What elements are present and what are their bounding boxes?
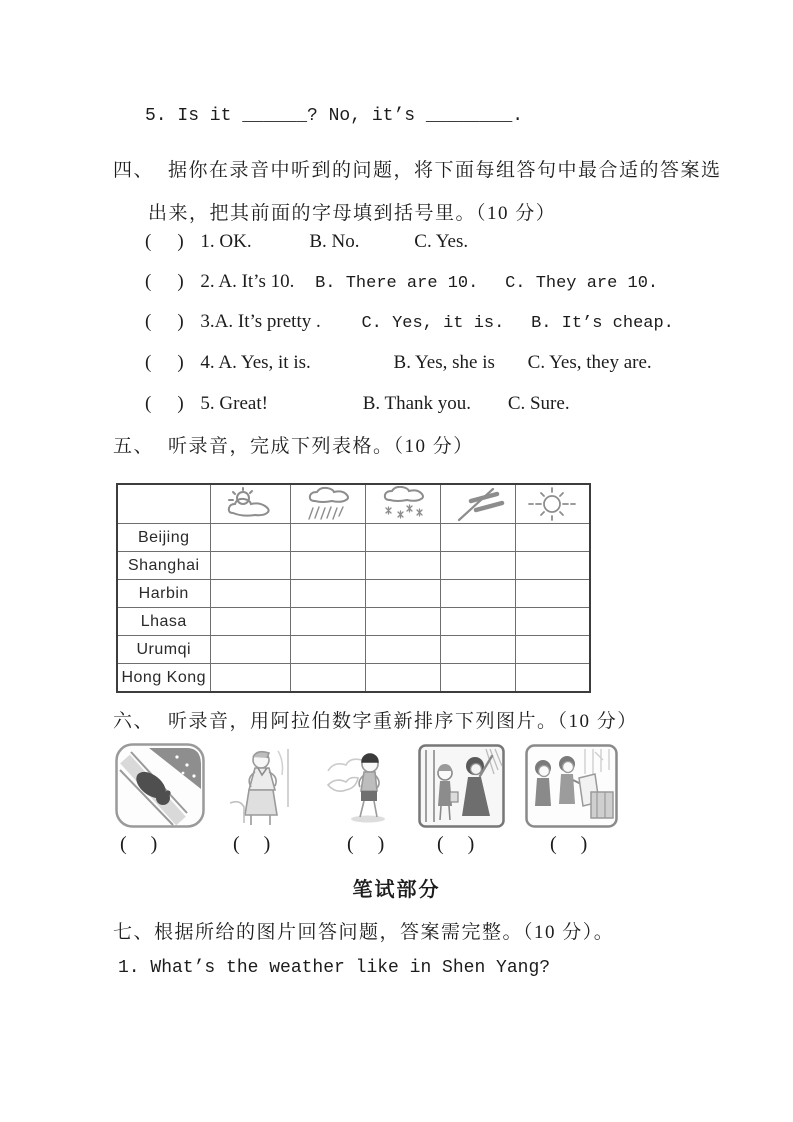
listening-q5-line: 5. Is it ______? No, it’s ________. <box>145 106 524 126</box>
picture-3-boy-walking-outdoors <box>324 745 400 828</box>
cloudy-icon <box>210 484 290 524</box>
written-section-heading: 笔试部分 <box>352 879 441 901</box>
picture-5-children-with-shirt-and-chair <box>525 744 618 828</box>
answer-cell[interactable] <box>365 664 440 693</box>
windy-flag-icon <box>440 484 515 524</box>
bracket-open: ( <box>145 271 152 292</box>
option-a: 3.A. It’s pretty . <box>200 311 321 332</box>
bracket-open: ( <box>145 311 152 332</box>
option-c: C. Yes. <box>414 231 469 252</box>
answer-cell[interactable] <box>290 524 365 552</box>
city-cell: Lhasa <box>117 608 210 636</box>
table-row <box>117 552 590 580</box>
table-row <box>117 636 590 664</box>
section5-title <box>113 431 474 458</box>
answer-cell[interactable] <box>515 580 590 608</box>
bracket-open: ( <box>120 833 127 855</box>
snowy-icon <box>365 484 440 524</box>
section6-title-text: 听录音，用阿拉伯数字重新排序下列图片。（10 分） <box>168 711 638 732</box>
table-row <box>117 580 590 608</box>
choice-item-4 <box>145 352 652 374</box>
option-c: C. They are 10. <box>505 274 659 293</box>
rainy-icon <box>290 484 365 524</box>
picture-4-boy-and-woman-at-door <box>418 744 505 828</box>
choice-item-3 <box>145 311 674 333</box>
answer-cell[interactable] <box>515 636 590 664</box>
answer-cell[interactable] <box>210 552 290 580</box>
answer-cell[interactable] <box>440 580 515 608</box>
picture-1-answer-bracket[interactable] <box>120 833 157 856</box>
city-cell: Shanghai <box>117 552 210 580</box>
bracket-close: ) <box>467 833 475 855</box>
option-a: 5. Great! <box>200 393 268 414</box>
picture-1-bear-sledding-snow <box>115 743 205 828</box>
option-c: C. Sure. <box>507 393 570 414</box>
picture-5-answer-bracket[interactable] <box>550 833 587 856</box>
answer-cell[interactable] <box>290 636 365 664</box>
answer-cell[interactable] <box>365 524 440 552</box>
table-row <box>117 664 590 693</box>
bracket-close: ) <box>177 311 184 332</box>
answer-cell[interactable] <box>210 580 290 608</box>
city-cell: Hong Kong <box>117 664 210 693</box>
answer-bracket <box>145 311 184 332</box>
bracket-open: ( <box>145 231 152 252</box>
answer-cell[interactable] <box>365 552 440 580</box>
option-a: 1. OK. <box>200 231 252 252</box>
answer-bracket <box>145 393 184 414</box>
bracket-close: ) <box>263 833 271 855</box>
picture-4-answer-bracket[interactable] <box>437 833 474 856</box>
answer-cell[interactable] <box>515 608 590 636</box>
table-row <box>117 524 590 552</box>
sunny-icon <box>515 484 590 524</box>
answer-cell[interactable] <box>365 580 440 608</box>
weather-table-header-row <box>117 484 590 524</box>
written-question-1: 1. What’s the weather like in Shen Yang? <box>118 958 551 978</box>
bracket-close: ) <box>377 833 385 855</box>
table-row <box>117 608 590 636</box>
city-cell: Beijing <box>117 524 210 552</box>
option-b: B. No. <box>309 231 360 252</box>
choice-item-2 <box>145 271 658 293</box>
picture-2-woman-standing-indoors <box>224 745 300 828</box>
bracket-open: ( <box>347 833 354 855</box>
section6-number: 六、 <box>113 711 155 732</box>
bracket-close: ) <box>580 833 588 855</box>
section5-number: 五、 <box>113 436 155 457</box>
bracket-open: ( <box>145 393 152 414</box>
weather-table <box>116 483 591 693</box>
choice-item-1 <box>145 231 468 253</box>
answer-cell[interactable] <box>440 552 515 580</box>
bracket-close: ) <box>177 352 184 373</box>
option-b: B. Thank you. <box>362 393 472 414</box>
section4-number: 四、 <box>113 160 155 181</box>
section4-title-text: 据你在录音中听到的问题，将下面每组答句中最合适的答案选 <box>168 160 722 181</box>
option-a: 4. A. Yes, it is. <box>200 352 311 373</box>
option-b: B. There are 10. <box>315 274 479 293</box>
bracket-close: ) <box>177 231 184 252</box>
option-a: 2. A. It’s 10. <box>200 271 295 292</box>
bracket-open: ( <box>550 833 557 855</box>
option-b: C. Yes, it is. <box>361 314 505 333</box>
answer-cell[interactable] <box>210 664 290 693</box>
section7-title: 七、根据所给的图片回答问题，答案需完整。（10 分）。 <box>113 922 615 943</box>
table-corner-cell <box>117 484 210 524</box>
answer-cell[interactable] <box>365 608 440 636</box>
answer-bracket <box>145 352 184 373</box>
city-cell: Urumqi <box>117 636 210 664</box>
section4-title-line1 <box>113 155 722 182</box>
bracket-open: ( <box>233 833 240 855</box>
bracket-open: ( <box>437 833 444 855</box>
answer-cell[interactable] <box>210 524 290 552</box>
answer-cell[interactable] <box>440 608 515 636</box>
answer-cell[interactable] <box>290 580 365 608</box>
bracket-close: ) <box>150 833 158 855</box>
answer-cell[interactable] <box>210 608 290 636</box>
answer-bracket <box>145 271 184 292</box>
option-c: B. It’s cheap. <box>531 314 674 333</box>
option-b: B. Yes, she is <box>393 352 495 373</box>
choice-item-5 <box>145 393 570 415</box>
option-c: C. Yes, they are. <box>527 352 652 373</box>
answer-bracket <box>145 231 184 252</box>
bracket-open: ( <box>145 352 152 373</box>
picture-3-answer-bracket[interactable] <box>347 833 384 856</box>
section6-title <box>113 706 638 733</box>
bracket-close: ) <box>177 271 184 292</box>
section4-title-line2: 出来，把其前面的字母填到括号里。（10 分） <box>148 203 557 224</box>
bracket-close: ) <box>177 393 184 414</box>
answer-cell[interactable] <box>515 524 590 552</box>
answer-cell[interactable] <box>440 664 515 693</box>
answer-cell[interactable] <box>515 552 590 580</box>
answer-cell[interactable] <box>290 664 365 693</box>
answer-cell[interactable] <box>440 636 515 664</box>
answer-cell[interactable] <box>365 636 440 664</box>
answer-cell[interactable] <box>515 664 590 693</box>
answer-cell[interactable] <box>210 636 290 664</box>
answer-cell[interactable] <box>440 524 515 552</box>
picture-2-answer-bracket[interactable] <box>233 833 270 856</box>
answer-cell[interactable] <box>290 608 365 636</box>
city-cell: Harbin <box>117 580 210 608</box>
section5-title-text: 听录音，完成下列表格。（10 分） <box>168 436 474 457</box>
answer-cell[interactable] <box>290 552 365 580</box>
